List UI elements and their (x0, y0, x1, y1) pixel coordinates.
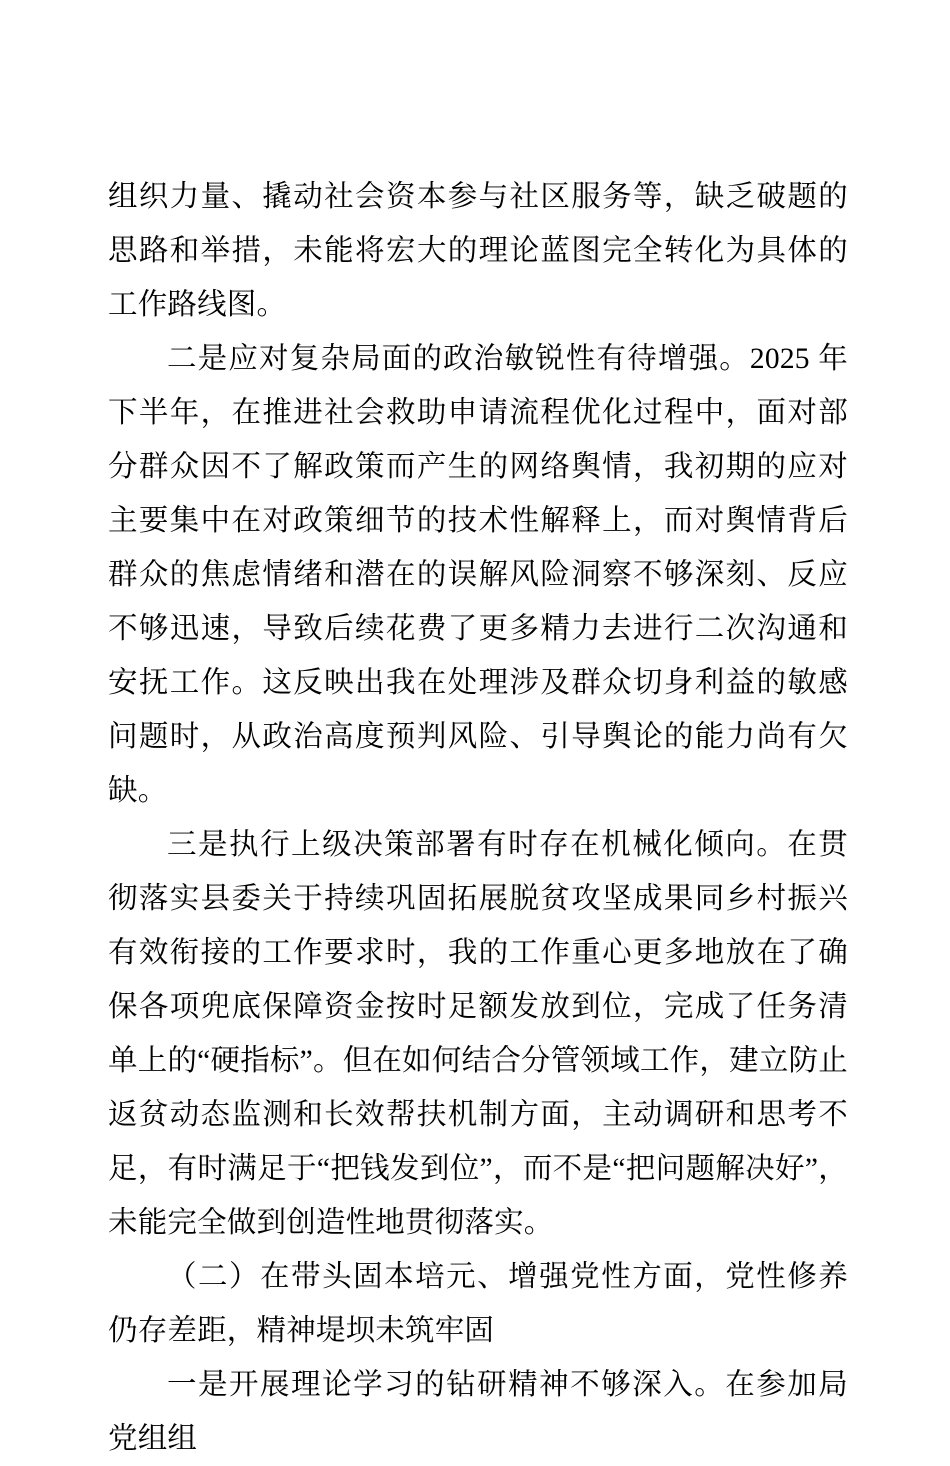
paragraph-3: 三是执行上级决策部署有时存在机械化倾向。在贯彻落实县委关于持续巩固拓展脱贫攻坚成果同乡村振兴有效衔接的工作要求时，我的工作重心更多地放在了确保各项兜底保障资金按时足额发放到位，完成了任务清单上的“硬指标”。但在如何结合分管领域工作，建立防止返贫动态监测和长效帮扶机制方面，主动调研和思考不足，有时满足于“把钱发到位”，而不是“把问题解决好”，未能完全做到创造性地贯彻落实。 (108, 829, 848, 1239)
paragraph-4: （二）在带头固本培元、增强党性方面，党性修养仍存差距，精神堤坝未筑牢固 (108, 1261, 848, 1347)
document-body (108, 170, 848, 1466)
paragraph-2: 二是应对复杂局面的政治敏锐性有待增强。2025 年下半年，在推进社会救助申请流程优化过程中，面对部分群众因不了解政策而产生的网络舆情，我初期的应对主要集中在对政策细节的技术性解释上，而对舆情背后群众的焦虑情绪和潜在的误解风险洞察不够深刻、反应不够迅速，导致后续花费了更多精力去进行二次沟通和安抚工作。这反映出我在处理涉及群众切身利益的敏感问题时，从政治高度预判风险、引导舆论的能力尚有欠缺。 (108, 343, 848, 807)
paragraph-1: 组织力量、撬动社会资本参与社区服务等，缺乏破题的思路和举措，未能将宏大的理论蓝图完全转化为具体的工作路线图。 (108, 181, 848, 321)
paragraph-5: 一是开展理论学习的钻研精神不够深入。在参加局党组组 (108, 1369, 848, 1455)
